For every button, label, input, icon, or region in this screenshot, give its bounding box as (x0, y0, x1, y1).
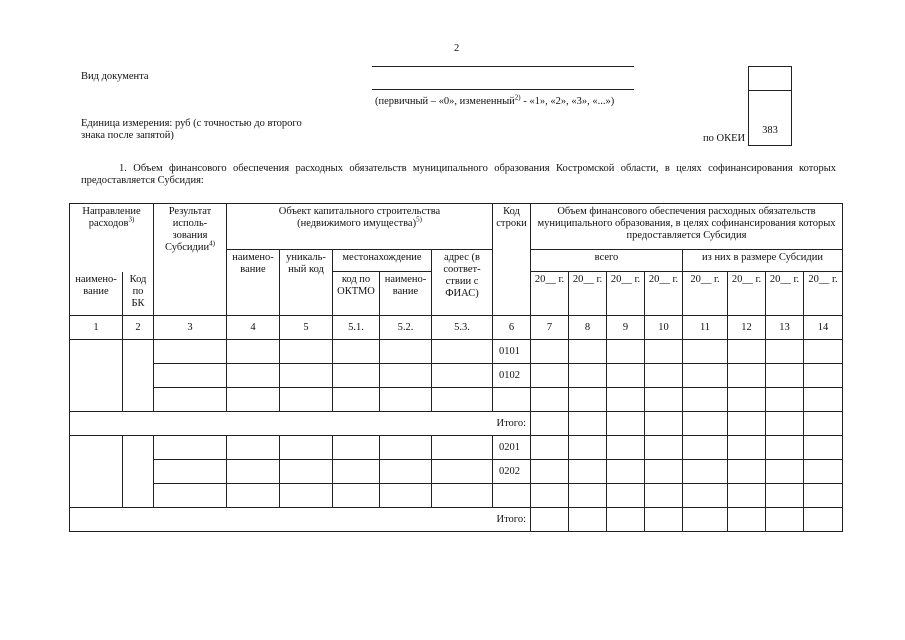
cell[interactable] (531, 484, 569, 508)
header-year: 20__ г. (569, 272, 607, 316)
cell[interactable] (333, 340, 380, 364)
column-number: 5 (280, 316, 333, 340)
doc-kind-label: Вид документа (81, 71, 149, 82)
cell[interactable] (154, 364, 227, 388)
header-unique-code: уникаль- ный код (280, 250, 333, 316)
cell[interactable] (607, 436, 645, 460)
cell[interactable] (569, 436, 607, 460)
cell[interactable] (280, 340, 333, 364)
line-code: 0202 (493, 460, 531, 484)
cell[interactable] (766, 484, 804, 508)
cell[interactable] (683, 412, 728, 436)
cell[interactable] (227, 460, 280, 484)
total-label: Итого: (70, 412, 531, 436)
cell[interactable] (645, 364, 683, 388)
cell[interactable] (766, 364, 804, 388)
cell[interactable] (728, 484, 766, 508)
header-year: 20__ г. (531, 272, 569, 316)
cell[interactable] (280, 460, 333, 484)
cell[interactable] (123, 436, 154, 508)
cell[interactable] (333, 436, 380, 460)
cell[interactable] (645, 460, 683, 484)
table-row (70, 436, 843, 460)
cell[interactable] (728, 460, 766, 484)
section-title-line-2: предоставляется Субсидия: (81, 175, 204, 186)
column-number: 13 (766, 316, 804, 340)
header-total: всего (531, 250, 683, 272)
total-row (70, 508, 843, 532)
cell[interactable] (607, 508, 645, 532)
cell[interactable] (227, 364, 280, 388)
header-year: 20__ г. (804, 272, 843, 316)
cell[interactable] (154, 340, 227, 364)
cell[interactable] (380, 460, 432, 484)
cell[interactable] (683, 460, 728, 484)
cell[interactable] (432, 388, 493, 412)
cell[interactable] (154, 388, 227, 412)
cell[interactable] (280, 436, 333, 460)
unit-line-1: Единица измерения: руб (с точностью до второго (81, 118, 302, 129)
cell[interactable] (607, 364, 645, 388)
okei-box (748, 66, 792, 146)
cell[interactable] (607, 412, 645, 436)
cell[interactable] (380, 340, 432, 364)
cell[interactable] (804, 460, 843, 484)
cell[interactable] (154, 484, 227, 508)
cell[interactable] (531, 508, 569, 532)
cell[interactable] (728, 508, 766, 532)
cell[interactable] (569, 364, 607, 388)
cell[interactable] (380, 484, 432, 508)
header-address: адрес (в соответ- ствии с ФИАС) (432, 250, 493, 316)
cell[interactable] (531, 460, 569, 484)
header-object-name: наимено- вание (227, 250, 280, 316)
header-object: Объект капитального строительства (недвижимого имущества)$^{5)}$ (227, 204, 493, 250)
cell[interactable] (531, 436, 569, 460)
doc-kind-line-top (372, 66, 634, 67)
table-row (70, 340, 843, 364)
column-number: 9 (607, 316, 645, 340)
header-location-name: наимено- вание (380, 272, 432, 316)
cell[interactable] (766, 412, 804, 436)
cell[interactable] (607, 340, 645, 364)
cell[interactable] (569, 388, 607, 412)
cell[interactable] (531, 388, 569, 412)
cell[interactable] (70, 340, 123, 412)
cell[interactable] (683, 508, 728, 532)
line-code: 0201 (493, 436, 531, 460)
cell[interactable] (569, 412, 607, 436)
cell[interactable] (227, 388, 280, 412)
cell[interactable] (569, 460, 607, 484)
column-number: 11 (683, 316, 728, 340)
cell[interactable] (569, 340, 607, 364)
cell[interactable] (645, 508, 683, 532)
cell[interactable] (683, 364, 728, 388)
cell[interactable] (645, 388, 683, 412)
cell[interactable] (280, 388, 333, 412)
cell[interactable] (766, 436, 804, 460)
total-row (70, 412, 843, 436)
total-label: Итого: (70, 508, 531, 532)
table-row (70, 484, 843, 508)
column-number: 3 (154, 316, 227, 340)
cell[interactable] (493, 484, 531, 508)
cell[interactable] (333, 460, 380, 484)
header-year: 20__ г. (728, 272, 766, 316)
header-result: Результат исполь- зования Субсидии$^{4)}$ (154, 204, 227, 316)
cell[interactable] (804, 412, 843, 436)
header-year: 20__ г. (683, 272, 728, 316)
cell[interactable] (804, 508, 843, 532)
cell[interactable] (333, 484, 380, 508)
cell[interactable] (280, 484, 333, 508)
cell[interactable] (766, 460, 804, 484)
cell[interactable] (683, 340, 728, 364)
cell[interactable] (804, 484, 843, 508)
cell[interactable] (123, 340, 154, 412)
column-number: 7 (531, 316, 569, 340)
cell[interactable] (804, 364, 843, 388)
column-number: 10 (645, 316, 683, 340)
header-volume: Объем финансового обеспечения расходных обязательств муниципального образования, в целях софинансирования которых предоставляется Субсидия (531, 204, 843, 250)
unit-line-2: знака после запятой) (81, 130, 174, 141)
cell[interactable] (432, 460, 493, 484)
cell[interactable] (728, 364, 766, 388)
cell[interactable] (766, 340, 804, 364)
column-number: 8 (569, 316, 607, 340)
header-of-which: из них в размере Субсидии (683, 250, 843, 272)
column-number: 6 (493, 316, 531, 340)
header-year: 20__ г. (766, 272, 804, 316)
doc-kind-hint: (первичный – «0», измененный$^{2)}$ - «1», «2», «3», «...») (375, 93, 615, 107)
cell[interactable] (728, 340, 766, 364)
cell[interactable] (333, 388, 380, 412)
cell[interactable] (804, 340, 843, 364)
column-number: 4 (227, 316, 280, 340)
column-number: 14 (804, 316, 843, 340)
cell[interactable] (227, 340, 280, 364)
line-code: 0101 (493, 340, 531, 364)
page-number: 2 (454, 43, 460, 54)
cell[interactable] (432, 484, 493, 508)
column-numbers-row (70, 316, 843, 340)
okei-code: 383 (762, 125, 778, 136)
cell[interactable] (380, 364, 432, 388)
cell[interactable] (683, 436, 728, 460)
cell[interactable] (683, 388, 728, 412)
header-location: местонахождение (333, 250, 432, 272)
okei-label: по ОКЕИ (703, 133, 746, 144)
cell[interactable] (154, 460, 227, 484)
header-direction-name: наимено- вание (70, 272, 123, 316)
cell[interactable] (569, 484, 607, 508)
cell[interactable] (333, 364, 380, 388)
cell[interactable] (280, 364, 333, 388)
cell[interactable] (804, 436, 843, 460)
cell[interactable] (645, 412, 683, 436)
cell[interactable] (227, 436, 280, 460)
cell[interactable] (728, 412, 766, 436)
column-number: 5.3. (432, 316, 493, 340)
doc-kind-line[interactable] (372, 89, 634, 90)
financing-table (69, 203, 843, 532)
cell[interactable] (227, 484, 280, 508)
cell[interactable] (569, 508, 607, 532)
table-row (70, 460, 843, 484)
cell[interactable] (154, 436, 227, 460)
cell[interactable] (607, 388, 645, 412)
cell[interactable] (531, 364, 569, 388)
cell[interactable] (645, 340, 683, 364)
cell[interactable] (804, 388, 843, 412)
table-row (70, 364, 843, 388)
cell[interactable] (766, 388, 804, 412)
column-number: 5.1. (333, 316, 380, 340)
column-number: 1 (70, 316, 123, 340)
column-number: 12 (728, 316, 766, 340)
cell[interactable] (531, 412, 569, 436)
header-bk-code: Код по БК (123, 272, 154, 316)
cell[interactable] (493, 388, 531, 412)
cell[interactable] (380, 436, 432, 460)
cell[interactable] (607, 460, 645, 484)
column-number: 2 (123, 316, 154, 340)
header-oktmo: код по ОКТМО (333, 272, 380, 316)
cell[interactable] (766, 508, 804, 532)
cell[interactable] (645, 484, 683, 508)
cell[interactable] (645, 436, 683, 460)
header-year: 20__ г. (607, 272, 645, 316)
line-code: 0102 (493, 364, 531, 388)
header-line-code: Код строки (493, 204, 531, 316)
cell[interactable] (728, 436, 766, 460)
cell[interactable] (607, 484, 645, 508)
header-year: 20__ г. (645, 272, 683, 316)
cell[interactable] (432, 364, 493, 388)
table-row (70, 388, 843, 412)
cell[interactable] (531, 340, 569, 364)
cell[interactable] (380, 388, 432, 412)
header-direction: Направление расходов$^{3)}$ (70, 204, 154, 272)
cell[interactable] (728, 388, 766, 412)
cell[interactable] (683, 484, 728, 508)
section-title-line-1: 1. Объем финансового обеспечения расходных обязательств муниципального образования Костромской области, в целях софинансирования которых (119, 163, 836, 174)
cell[interactable] (70, 436, 123, 508)
cell[interactable] (432, 436, 493, 460)
column-number: 5.2. (380, 316, 432, 340)
cell[interactable] (432, 340, 493, 364)
